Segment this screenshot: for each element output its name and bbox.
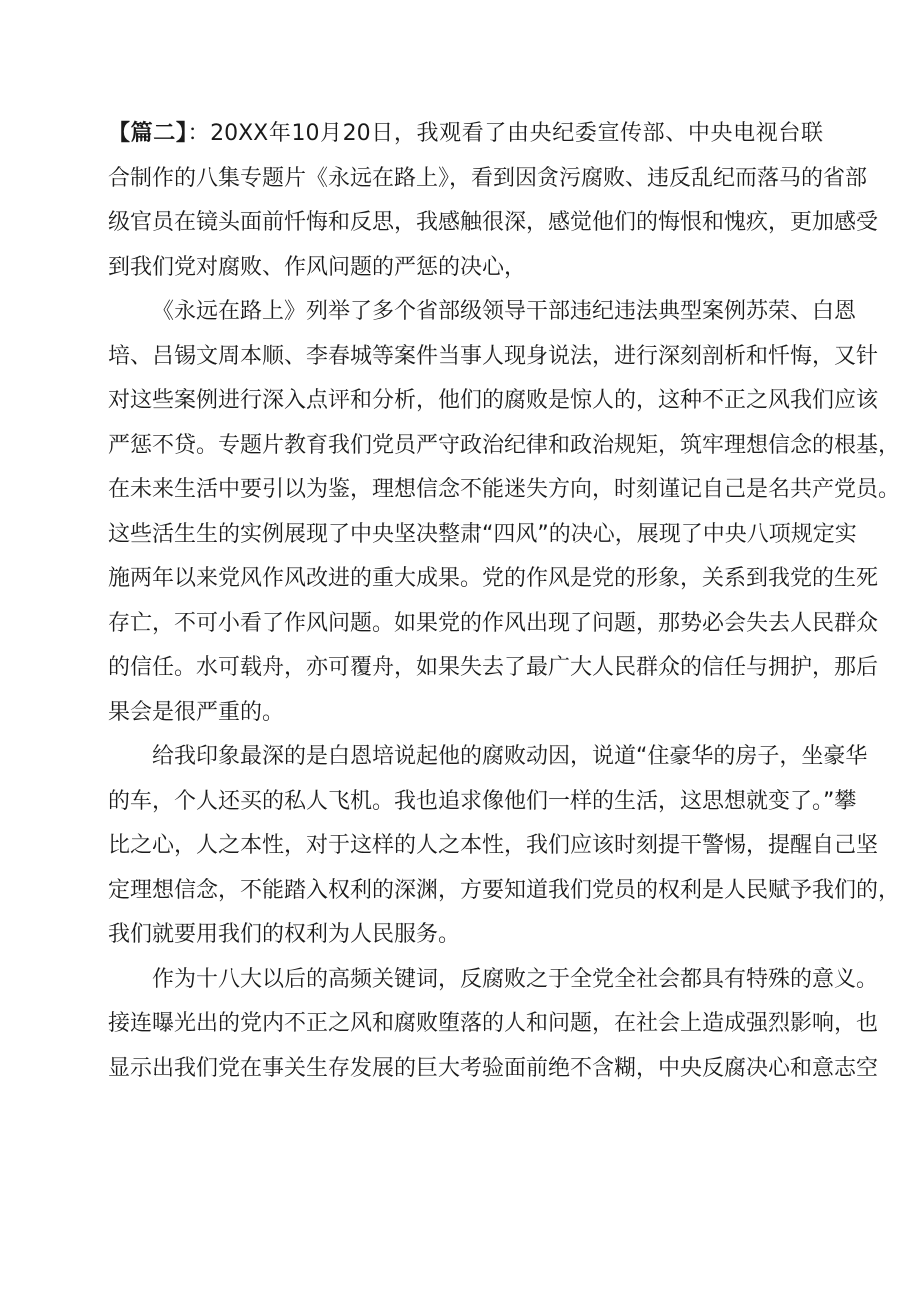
line-text: 在未来生活中要引以为鉴，理想信念不能迷失方向，时刻谨记自己是名共产党员。 (108, 477, 901, 502)
line-text: 作为十八大以后的高频关键词，反腐败之于全党全社会都具有特殊的意义。 (152, 966, 879, 992)
text-line (108, 112, 823, 157)
text-line (108, 691, 823, 736)
line-text: 果会是很严重的。 (108, 699, 285, 725)
line-text: 我们就要用我们的权利为人民服务。 (108, 922, 461, 947)
text-line (108, 335, 879, 380)
text-line (108, 646, 879, 691)
document-body (108, 112, 901, 1091)
line-text: 定理想信念，不能踏入权利的深渊，方要知道我们党员的权利是人民赋予我们的， (108, 877, 901, 903)
line-text: 这些活生生的实例展现了中央坚决整肃“四风”的决心，展现了中央八项规定实 (108, 521, 857, 547)
line-text: 的信任。水可载舟，亦可覆舟，如果失去了最广大人民群众的信任与拥护，那后 (108, 655, 879, 680)
line-text: 对这些案例进行深入点评和分析，他们的腐败是惊人的，这种不正之风我们应该 (108, 388, 879, 413)
section-mark: 【篇二】 (108, 121, 188, 146)
text-line (108, 780, 857, 825)
line-text: 合制作的八集专题片《永远在路上》，看到因贪污腐败、违反乱纪而落马的省部 (108, 165, 868, 191)
line-text: ：20XX年10月20日，我观看了由央纪委宣传部、中央电视台联 (187, 121, 823, 146)
text-line (108, 246, 823, 291)
text-line (108, 1047, 879, 1092)
text-line (108, 424, 901, 469)
text-line (108, 290, 857, 335)
line-text: 培、吕锡文周本顺、李春城等案件当事人现身说法，进行深刻剖析和忏悔，又针 (108, 343, 879, 369)
line-text: 的车，个人还买的私人飞机。我也追求像他们一样的生活，这思想就变了。”攀 (108, 788, 857, 814)
text-line (108, 468, 901, 513)
text-line (108, 735, 868, 780)
text-line (108, 157, 868, 202)
text-line (108, 958, 879, 1003)
text-line (108, 869, 901, 914)
line-text: 施两年以来党风作风改进的重大成果。党的作风是党的形象，关系到我党的生死 (108, 566, 879, 591)
paragraph (108, 735, 901, 958)
line-text: 给我印象最深的是白恩培说起他的腐败动因，说道“住豪华的房子，坐豪华 (152, 744, 868, 769)
paragraph (108, 958, 879, 1092)
line-text: 存亡，不可小看了作风问题。如果党的作风出现了问题，那势必会失去人民群众 (108, 610, 879, 636)
line-text: 严惩不贷。专题片教育我们党员严守政治纪律和政治规矩，筑牢理想信念的根基， (108, 432, 901, 458)
line-text: 比之心，人之本性，对于这样的人之本性，我们应该时刻提干警惕，提醒自己坚 (108, 833, 879, 858)
text-line (108, 913, 823, 958)
text-line (108, 557, 879, 602)
line-text: 显示出我们党在事关生存发展的巨大考验面前绝不含糊，中央反腐决心和意志空 (108, 1055, 879, 1081)
text-line (108, 379, 879, 424)
text-line (108, 1002, 879, 1047)
paragraph (108, 112, 879, 290)
paragraph (108, 290, 901, 735)
text-line (108, 513, 857, 558)
line-text: 到我们党对腐败、作风问题的严惩的决心， (108, 254, 527, 280)
line-text: 级官员在镜头面前忏悔和反思，我感触很深，感觉他们的悔恨和愧疚，更加感受 (108, 210, 879, 235)
text-line (108, 201, 879, 246)
text-line (108, 602, 879, 647)
text-line (108, 824, 879, 869)
line-text: 《永远在路上》列举了多个省部级领导干部违纪违法典型案例苏荣、白恩 (152, 299, 857, 324)
line-text: 接连曝光出的党内不正之风和腐败堕落的人和问题，在社会上造成强烈影响，也 (108, 1011, 879, 1036)
